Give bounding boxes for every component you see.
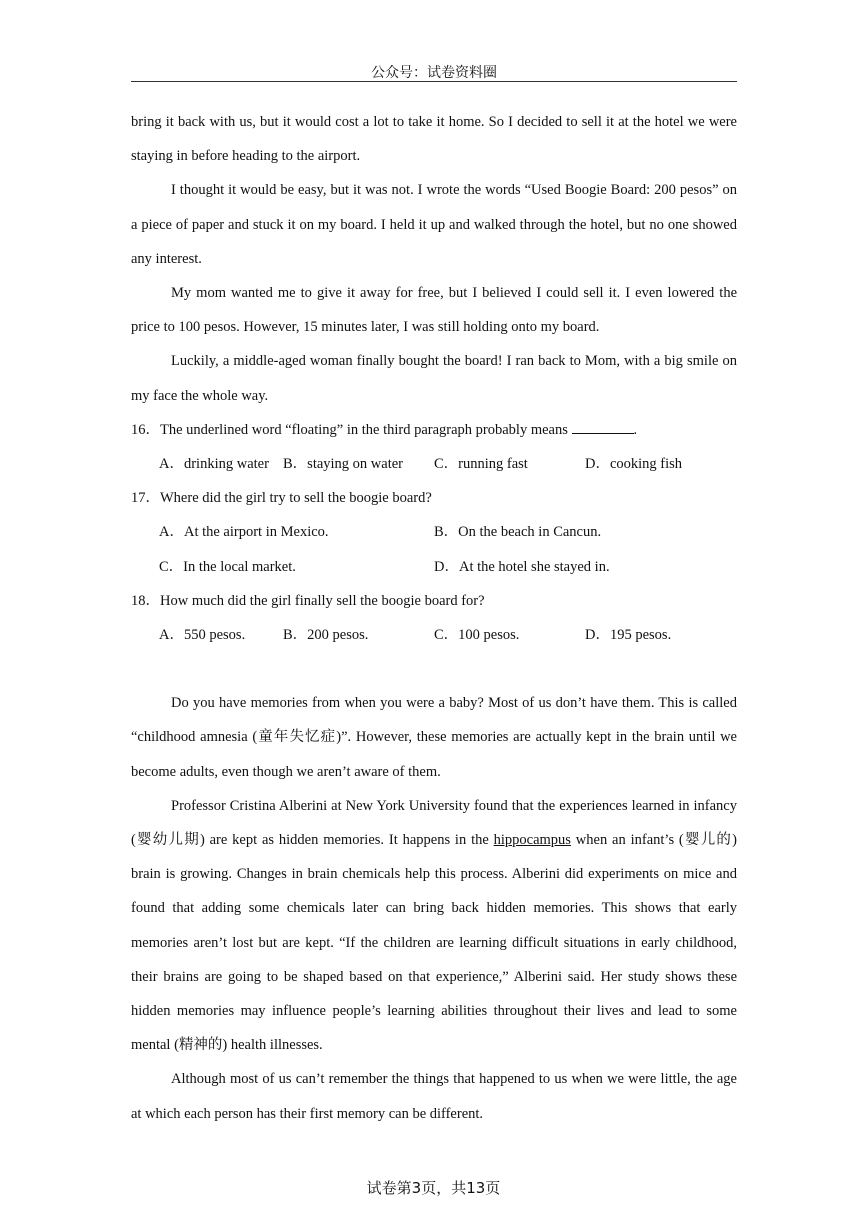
question-16 (131, 413, 737, 447)
option-b[interactable]: B．On the beach in Cancun. (434, 524, 602, 541)
option-a[interactable]: A．At the airport in Mexico. (159, 524, 329, 541)
option-c[interactable]: C．100 pesos. (434, 627, 520, 643)
option-a[interactable]: A．550 pesos. (159, 627, 246, 643)
option-d[interactable]: D．At the hotel she stayed in. (434, 558, 610, 575)
answer-blank (572, 419, 634, 434)
passage2-p2-start: Professor Cristina Alberini at New York University found that the experiences learned in infancy (婴幼儿期) are kept as hidden memories. It happens in the (131, 797, 737, 848)
passage2-paragraph-3: Although most of us can’t remember the things that happened to us when we were little, the age at which each person has their first memory can be different. (131, 1071, 737, 1122)
option-b[interactable]: B．200 pesos. (283, 627, 369, 643)
question-17-options-row-2 (131, 550, 737, 584)
question-18: 18．How much did the girl finally sell the boogie board for? (131, 592, 485, 609)
option-a[interactable]: A．drinking water (159, 456, 269, 473)
header-divider (131, 81, 737, 82)
option-c[interactable]: C．In the local market. (159, 558, 296, 575)
option-d[interactable]: D．cooking fish (585, 456, 683, 473)
page-content (131, 105, 737, 1131)
underlined-word-hippocampus: hippocampus (493, 832, 571, 848)
question-17-options-row-1 (131, 515, 737, 549)
question-16-stem: 16．The underlined word “floating” in the third paragraph probably means (131, 421, 568, 438)
passage2-paragraph-2 (131, 789, 737, 1063)
passage2-paragraph-1: Do you have memories from when you were a baby? Most of us don’t have them. This is called “childhood amnesia (童年失忆症)”. However, these memories are actually kept in the brain until we become adults, even though we aren’t aware of them. (131, 695, 737, 780)
passage2-p2-rest: when an infant’s (婴儿的) brain is growing. Changes in brain chemicals help this process. Alberini did experiments on mice and found that adding some chemicals later can bring back hidden memories. This shows that early memories aren’t lost but are kept. “If the children are learning difficult situations in early childhood, their brains are going to be shaped based on that experience,” Alberini said. Her study shows these hidden memories may influence people’s learning abilities throughout their lives and lead to some mental (精神的) health illnesses. (131, 832, 737, 1054)
option-c[interactable]: C．running fast (434, 456, 528, 473)
section-gap (131, 652, 737, 686)
passage1-paragraph-2: I thought it would be easy, but it was not. I wrote the words “Used Boogie Board: 200 pesos” on a piece of paper and stuck it on my board. I held it up and walked through the hotel, but no one showed any interest. (131, 182, 737, 267)
passage1-paragraph-3: My mom wanted me to give it away for free, but I believed I could sell it. I even lowered the price to 100 pesos. However, 15 minutes later, I was still holding onto my board. (131, 285, 737, 336)
option-b[interactable]: B．staying on water (283, 456, 404, 473)
question-17: 17．Where did the girl try to sell the boogie board? (131, 490, 432, 507)
passage1-paragraph-1: bring it back with us, but it would cost a lot to take it home. So I decided to sell it at the hotel we were staying in before heading to the airport. (131, 114, 737, 165)
option-d[interactable]: D．195 pesos. (585, 627, 672, 643)
page-header: 公众号：试卷资料圈 (371, 65, 497, 81)
question-16-end: . (633, 421, 638, 438)
question-16-options (131, 447, 737, 481)
passage1-paragraph-4: Luckily, a middle-aged woman finally bought the board! I ran back to Mom, with a big smile on my face the whole way. (131, 353, 737, 404)
question-18-options (131, 618, 737, 652)
page-footer: 试卷第3页，共13页 (366, 1179, 501, 1197)
